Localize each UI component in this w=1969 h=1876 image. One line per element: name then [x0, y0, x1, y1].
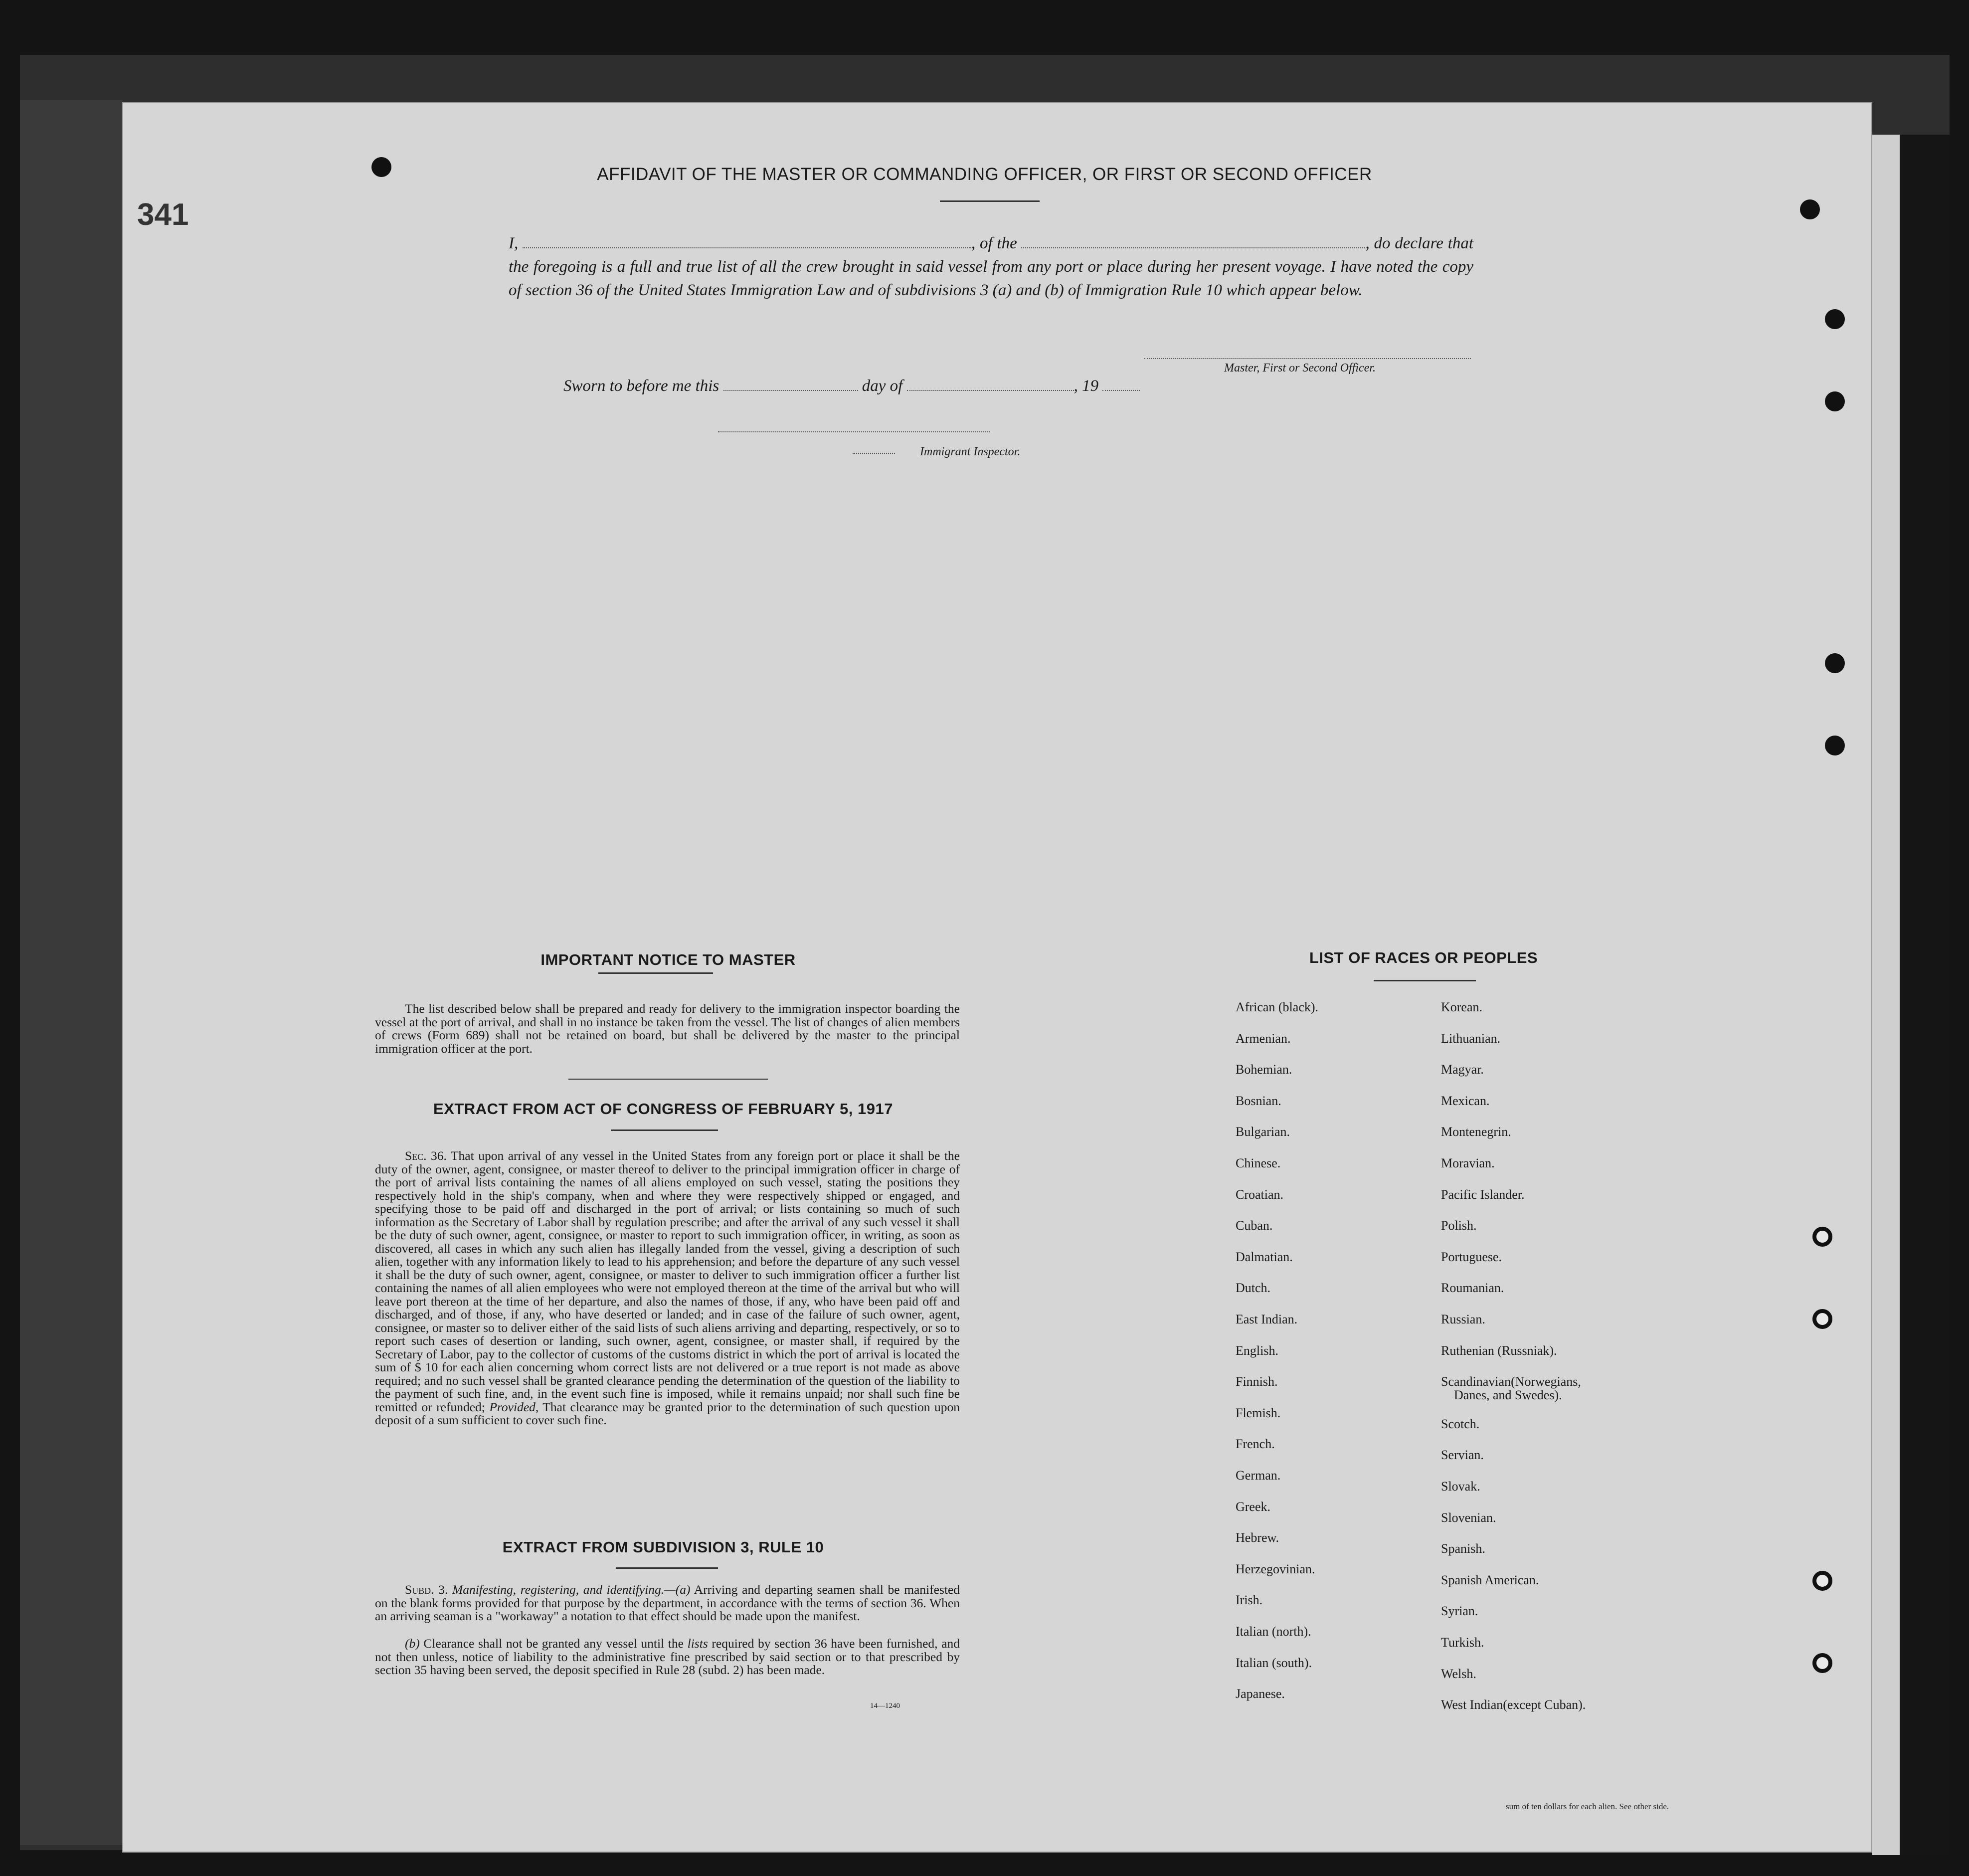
rule-b-lists: lists: [687, 1636, 708, 1651]
race-item: Croatian.: [1236, 1187, 1284, 1202]
race-item: Dalmatian.: [1236, 1249, 1293, 1264]
race-item: Italian (south).: [1236, 1655, 1312, 1670]
provided-text: That clearance may be granted prior to the determination of such question upon deposit of a sum sufficient to cover such fine.: [375, 1399, 960, 1427]
race-item: Servian.: [1441, 1448, 1484, 1463]
race-item: Magyar.: [1441, 1062, 1484, 1077]
vessel-blank[interactable]: [1021, 233, 1365, 248]
race-item: Scandinavian(Norwegians,: [1441, 1374, 1581, 1389]
inspector-signature-line[interactable]: [718, 431, 990, 432]
name-blank[interactable]: [523, 233, 971, 248]
race-item: Syrian.: [1441, 1604, 1478, 1619]
punch-hole: [1825, 309, 1845, 329]
race-item: Dutch.: [1236, 1281, 1271, 1296]
rule-rule: [616, 1567, 718, 1569]
race-item: Finnish.: [1236, 1374, 1278, 1389]
race-item: Slovak.: [1441, 1479, 1480, 1494]
race-item: Moravian.: [1441, 1156, 1495, 1170]
subd-label: Subd. 3.: [405, 1582, 448, 1597]
act-body: That upon arrival of any vessel in the United States from any foreign port or place it shall be the duty of the owner, agent, consignee, or master thereof to deliver to the principal immigration officer in charge of the port of arrival lists containing the names of all aliens employed on such vessel, stating the positions they respectively hold in the ship's company, when and where they were respectively shipped or engaged, and specifying those to be paid off and discharged in the port of arrival; or lists containing so much of such information as the Secretary of Labor shall by regulation prescribe; and after the arrival of any such vessel it shall be the duty of such owner, agent, consignee, or master to report to such immigration officer, in writing, as soon as discovered, all cases in which any such alien has illegally landed from the vessel, giving a description of such alien, together with any information likely to lead to his apprehension; and before the departure of any such vessel it shall be the duty of such owner, agent, consignee, or master to deliver to such immigration officer a further list containing the names of all alien employees who were not employed thereon at the time of the arrival but who will leave port thereon at the time of her departure, and also the names of those, if any, who have been paid off and discharged, and of those, if any, who have deserted or landed; and in case of the failure of such owner, agent, consignee, or master so to deliver either of the said lists of such aliens arriving and departing, respectively, or so to report such cases of desertion or landing, such owner, agent, consignee, or master shall, if required by the Secretary of Labor, pay to the collector of customs of the customs district in which the port of arrival is located the sum of $ 10 for each alien concerning whom correct lists are not delivered or a true report is not made as above required; and no such vessel shall be granted clearance pending the determination of the question of the liability to the payment of such fine, and, in the event such fine is imposed, while it remains unpaid; nor shall such fine be remitted or refunded;: [375, 1148, 960, 1414]
race-item: East Indian.: [1236, 1312, 1298, 1326]
notice-body: The list described below shall be prepared and ready for delivery to the immigration inspector boarding the vessel at the port of arrival, and shall in no instance be taken from the vessel. The list of changes of alien members of crews (Form 689) shall not be retained on board, but shall be delivered by the master to the principal immigration officer at the port.: [375, 1001, 960, 1056]
punch-hole: [1825, 391, 1845, 411]
affidavit-title: AFFIDAVIT OF THE MASTER OR COMMANDING OFFICER, OR FIRST OR SECOND OFFICER: [597, 165, 1372, 184]
race-item: German.: [1236, 1468, 1281, 1483]
races-heading: LIST OF RACES OR PEOPLES: [1309, 949, 1538, 966]
provided-label: Provided,: [489, 1399, 539, 1414]
sworn-year: , 19: [1074, 377, 1099, 395]
race-item: Scotch.: [1441, 1416, 1480, 1431]
punch-hole: [1800, 199, 1820, 219]
race-item: Herzegovinian.: [1236, 1561, 1315, 1576]
race-item: Montenegrin.: [1441, 1125, 1511, 1139]
declare-body: that the foregoing is a full and true list of all the crew brought in said vessel from any port or place during her present voyage. I have noted the copy of section 36 of the United States Immigration Law and of subdivisions 3 (a) and (b) of Immigration Rule 10 which appear below.: [509, 234, 1474, 299]
scanner-right-strip: [1900, 135, 1950, 1855]
notice-rule: [598, 972, 713, 974]
race-item-continuation: Danes, and Swedes).: [1454, 1388, 1562, 1403]
sec-label: Sec. 36.: [405, 1148, 447, 1163]
act-heading: EXTRACT FROM ACT OF CONGRESS OF FEBRUARY 5, 1917: [433, 1100, 893, 1118]
race-item: Cuban.: [1236, 1218, 1273, 1233]
act-text: [375, 1149, 960, 1427]
rule-text-a: [375, 1583, 960, 1623]
race-item: Slovenian.: [1441, 1510, 1496, 1525]
act-rule: [611, 1129, 718, 1131]
race-item: Ruthenian (Russniak).: [1441, 1343, 1557, 1358]
race-item: African (black).: [1236, 1000, 1319, 1014]
race-item: English.: [1236, 1343, 1278, 1358]
sworn-day-blank[interactable]: [723, 377, 858, 391]
inspector-caption: Immigrant Inspector.: [920, 445, 1021, 458]
notice-separator: [568, 1079, 768, 1080]
race-item: Welsh.: [1441, 1666, 1476, 1681]
sworn-month-blank[interactable]: [907, 377, 1074, 391]
declare-do-declare: , do declare: [1365, 234, 1443, 252]
page-number-stamp: 341: [137, 197, 189, 232]
race-item: Armenian.: [1236, 1031, 1291, 1046]
sworn-year-blank[interactable]: [1102, 377, 1140, 391]
declare-i: I,: [509, 234, 519, 252]
race-item: Bohemian.: [1236, 1062, 1292, 1077]
punch-hole: [1812, 1653, 1832, 1673]
race-item: Italian (north).: [1236, 1624, 1311, 1639]
race-item: Pacific Islander.: [1441, 1187, 1525, 1202]
sworn-prefix: Sworn to before me this: [563, 377, 719, 395]
inspector-caption-line: [853, 453, 895, 454]
rule-b-body-1: Clearance shall not be granted any vessel until the: [423, 1636, 684, 1651]
title-rule: [940, 200, 1040, 202]
rule-b-body-2: required by section 36 have been furnished, and not then unless, notice of liability to the administrative fine prescribed by said section or to that prescribed by section 35 having been served, the deposit specified in Rule 28 (subd. 2) has been made.: [375, 1636, 960, 1677]
race-item: Spanish.: [1441, 1541, 1485, 1556]
race-item: Polish.: [1441, 1218, 1477, 1233]
punch-hole: [1812, 1227, 1832, 1247]
race-item: Flemish.: [1236, 1405, 1281, 1420]
race-item: Turkish.: [1441, 1635, 1484, 1650]
rule-a-body: Arriving and departing seamen shall be manifested on the blank forms provided for that purpose by the department, in accordance with the terms of section 36. When an arriving seaman is a "workaway" a notation to that effect should be made upon the manifest.: [375, 1582, 960, 1623]
rule-text-b: [375, 1637, 960, 1677]
race-item: Bosnian.: [1236, 1093, 1281, 1108]
sworn-day-of: day of: [862, 377, 903, 395]
notice-heading: IMPORTANT NOTICE TO MASTER: [540, 951, 796, 968]
underlying-page-edge: [1872, 135, 1900, 1855]
scanner-left-strip: [20, 100, 122, 1845]
master-signature-line[interactable]: [1144, 358, 1471, 359]
race-item: Spanish American.: [1441, 1572, 1539, 1587]
race-item: Russian.: [1441, 1312, 1485, 1326]
race-item: Hebrew.: [1236, 1530, 1279, 1545]
race-item: Bulgarian.: [1236, 1125, 1290, 1139]
races-rule: [1374, 980, 1476, 981]
race-item: Chinese.: [1236, 1156, 1281, 1170]
b-label: (b): [405, 1636, 420, 1651]
punch-hole: [1825, 736, 1845, 755]
declare-of-the: , of the: [971, 234, 1017, 252]
subd-title: Manifesting, registering, and identifying.—(a): [452, 1582, 691, 1597]
race-item: Irish.: [1236, 1593, 1263, 1608]
race-item: Mexican.: [1441, 1093, 1490, 1108]
punch-hole: [1812, 1571, 1832, 1591]
race-item: Korean.: [1441, 1000, 1483, 1014]
race-item: West Indian(except Cuban).: [1441, 1697, 1586, 1712]
race-item: Greek.: [1236, 1499, 1271, 1514]
master-caption: Master, First or Second Officer.: [1224, 362, 1376, 375]
form-number: 14—1240: [870, 1702, 900, 1710]
race-item: French.: [1236, 1437, 1275, 1452]
notice-text: [375, 1002, 960, 1055]
race-item: Japanese.: [1236, 1687, 1285, 1701]
affidavit-declaration: [509, 232, 1473, 302]
race-item: Roumanian.: [1441, 1281, 1504, 1296]
bottom-note: sum of ten dollars for each alien. See other side.: [1506, 1802, 1669, 1811]
race-item: Portuguese.: [1441, 1249, 1502, 1264]
punch-hole: [1825, 653, 1845, 673]
rule-heading: EXTRACT FROM SUBDIVISION 3, RULE 10: [502, 1538, 824, 1556]
sworn-line: [563, 377, 1140, 395]
punch-hole: [1812, 1309, 1832, 1329]
race-item: Lithuanian.: [1441, 1031, 1501, 1046]
